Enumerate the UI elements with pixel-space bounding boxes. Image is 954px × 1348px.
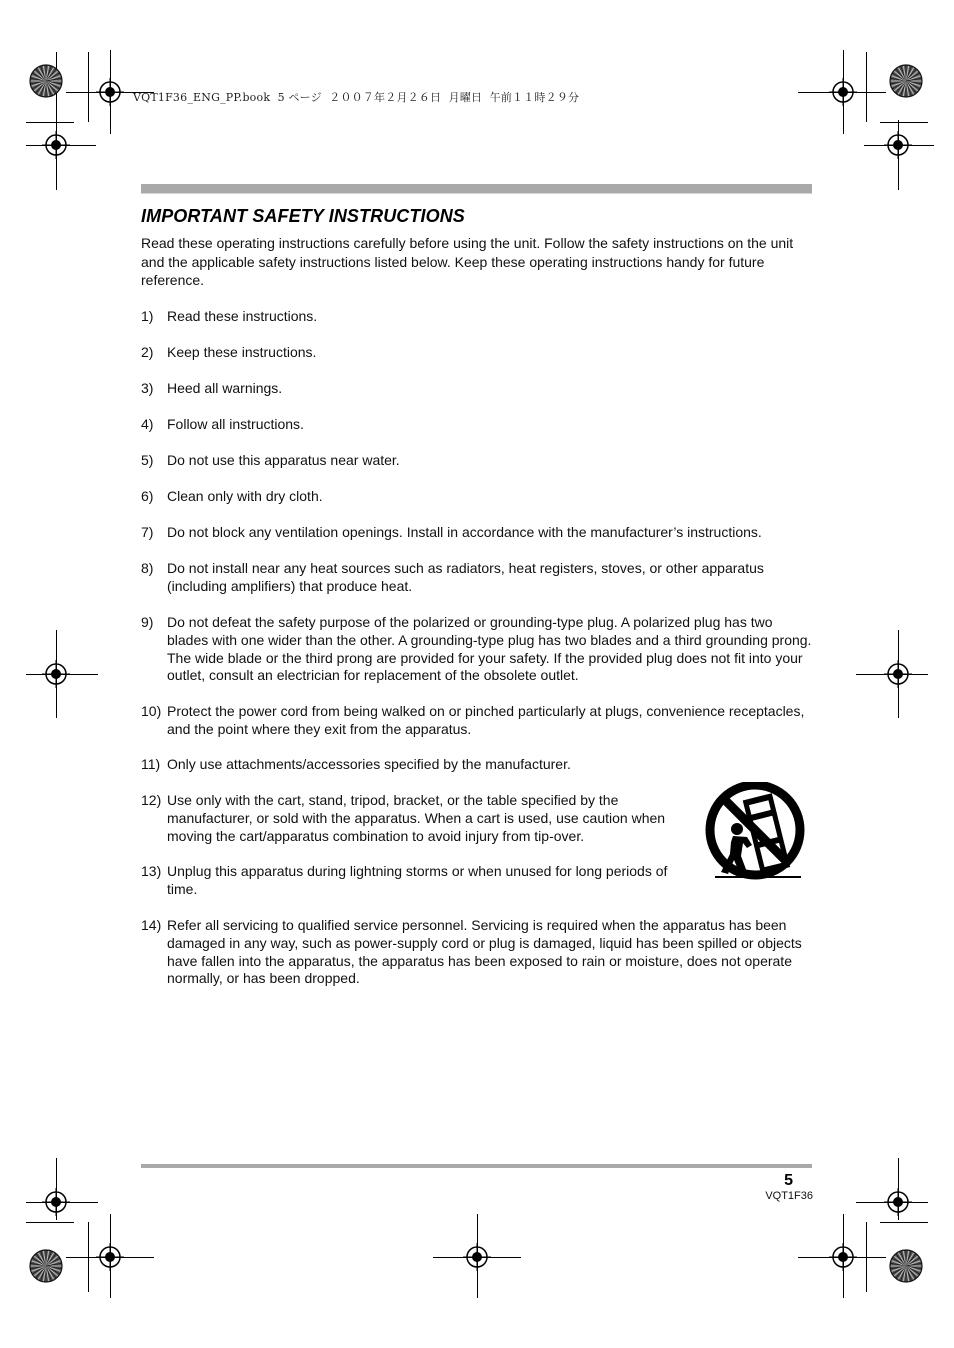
intro-paragraph: Read these operating instructions carefully before using the unit. Follow the safety instructions on the unit and the applicable safety instructions listed below. Keep these operating instructions handy for future reference. (141, 235, 794, 288)
item-text: Do not block any ventilation openings. Install in accordance with the manufacturer’s instructions. (167, 524, 762, 540)
list-item (141, 524, 812, 542)
item-number: 5) (141, 452, 154, 468)
item-text: Read these instructions. (167, 308, 318, 324)
crop-line (880, 122, 928, 123)
registration-mark-icon (463, 1243, 491, 1271)
list-item (141, 452, 701, 470)
item-number: 4) (141, 416, 154, 432)
item-number: 1) (141, 308, 154, 324)
crop-line (866, 52, 867, 122)
item-number: 13) (141, 863, 162, 879)
item-number: 3) (141, 380, 154, 396)
item-number: 12) (141, 792, 162, 808)
page-number: 5 (784, 1172, 793, 1189)
list-item (141, 344, 701, 362)
registration-mark-icon (829, 78, 857, 106)
item-number: 7) (141, 524, 154, 540)
registration-mark-icon (42, 131, 70, 159)
top-rule (141, 184, 812, 193)
sunburst-target-icon (29, 1249, 63, 1283)
item-text: Heed all warnings. (167, 380, 283, 396)
item-number: 2) (141, 344, 154, 360)
registration-mark-icon (884, 131, 912, 159)
sunburst-target-icon (29, 64, 63, 98)
sunburst-target-icon (889, 64, 923, 98)
item-number: 10) (141, 703, 162, 719)
list-item (141, 416, 701, 434)
item-text: Do not defeat the safety purpose of the polarized or grounding-type plug. A polarized plug has two blades with one wider than the other. A grounding-type plug has two blades and a third grounding prong. The wide blade or the third prong are provided for your safety. If the provided plug does not fit into your outlet, consult an electrician for replacement of the obsolete outlet. (167, 614, 812, 684)
list-item (141, 614, 812, 685)
bottom-rule (141, 1164, 812, 1168)
crop-line (88, 52, 89, 122)
item-text: Protect the power cord from being walked on or pinched particularly at plugs, convenience receptacles, and the point where they exit from the apparatus. (167, 703, 805, 737)
registration-mark-icon (96, 78, 124, 106)
crop-line (880, 1222, 928, 1223)
item-text: Refer all servicing to qualified service personnel. Servicing is required when the apparatus has been damaged in any way, such as power-supply cord or plug is damaged, liquid has been spilled or objects have fallen into the apparatus, the apparatus has been exposed to rain or moisture, does not operate normally, or has been dropped. (167, 917, 802, 987)
item-text: Clean only with dry cloth. (167, 488, 323, 504)
list-item (141, 756, 812, 774)
item-text: Only use attachments/accessories specified by the manufacturer. (167, 756, 571, 772)
item-number: 8) (141, 560, 154, 576)
registration-mark-icon (42, 1188, 70, 1216)
crop-line (26, 1222, 74, 1223)
document-code: VQT1F36 (765, 1190, 813, 1202)
item-number: 9) (141, 614, 154, 630)
item-number: 14) (141, 917, 162, 933)
item-text: Follow all instructions. (167, 416, 304, 432)
list-item (141, 380, 701, 398)
cart-tip-over-warning-icon (703, 782, 807, 886)
registration-mark-icon (96, 1243, 124, 1271)
list-item (141, 703, 812, 739)
list-item (141, 863, 686, 899)
registration-mark-icon (884, 660, 912, 688)
registration-mark-icon (884, 1188, 912, 1216)
section-title: IMPORTANT SAFETY INSTRUCTIONS (141, 206, 465, 226)
list-item (141, 488, 701, 506)
item-number: 6) (141, 488, 154, 504)
list-item (141, 560, 812, 596)
item-text: Use only with the cart, stand, tripod, bracket, or the table specified by the manufacturer, or sold with the apparatus. When a cart is used, use caution when moving the cart/apparatus combination to avoid injury from tip-over. (167, 792, 666, 844)
list-item (141, 308, 701, 326)
item-text: Keep these instructions. (167, 344, 317, 360)
print-header: VQT1F36_ENG_PP.book 5 ページ ２００７年２月２６日 月曜日 午前１１時２９分 (133, 91, 580, 104)
item-number: 11) (141, 756, 161, 772)
sunburst-target-icon (889, 1249, 923, 1283)
registration-mark-icon (829, 1243, 857, 1271)
crop-line (26, 122, 74, 123)
item-text: Do not use this apparatus near water. (167, 452, 400, 468)
registration-mark-icon (42, 660, 70, 688)
list-item (141, 917, 812, 988)
item-text: Unplug this apparatus during lightning storms or when unused for long periods of time. (167, 863, 668, 897)
list-item (141, 792, 681, 845)
item-text: Do not install near any heat sources such as radiators, heat registers, stoves, or other apparatus (including amplifiers) that produce heat. (167, 560, 764, 594)
